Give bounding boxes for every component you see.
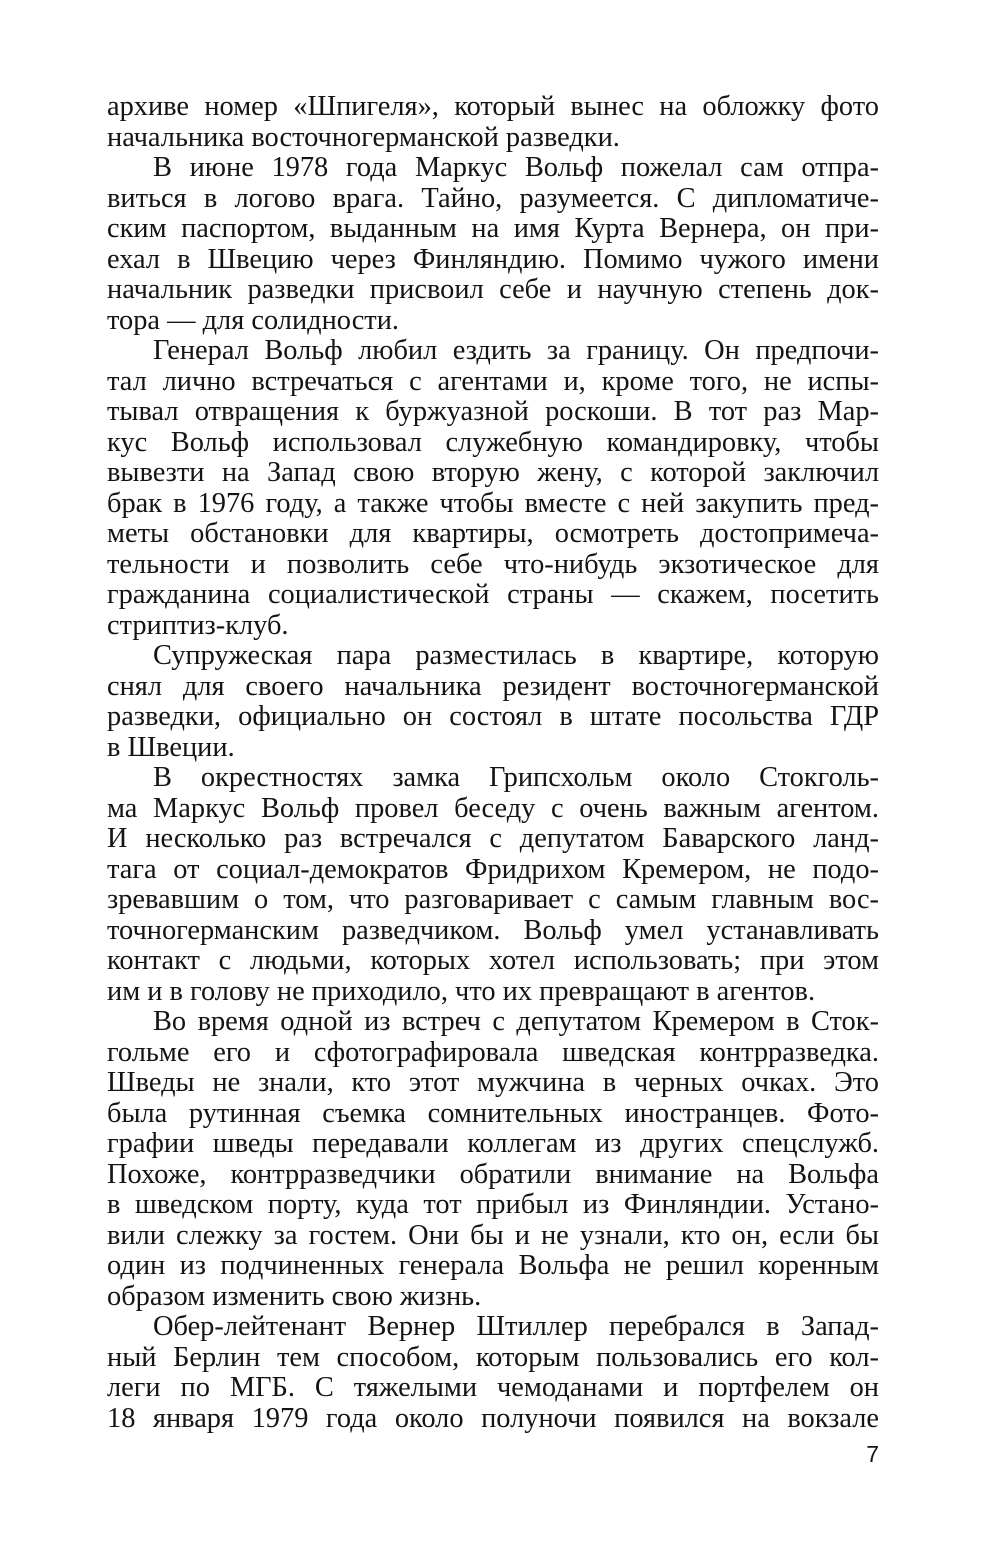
paragraph-first-line: Обер-лейтенант Вернер Штиллер перебрался в Запад-	[153, 1311, 879, 1342]
text-line: была рутинная съемка сомнительных иностранцев. Фото-	[107, 1097, 879, 1129]
text-line: снял для своего начальника резидент восточногерманской	[107, 670, 879, 702]
text-line: вили слежку за гостем. Они бы и не узнали, кто он, если бы	[107, 1219, 879, 1251]
text-line: тывал отвращения к буржуазной роскоши. В тот раз Мар-	[107, 396, 879, 427]
text-line: Шведы не знали, кто этот мужчина в черных очках. Это	[107, 1067, 879, 1098]
text-line: ма Маркус Вольф провел беседу с очень важным агентом.	[107, 792, 879, 824]
paragraph-first-line: Во время одной из встреч с депутатом Кремером в Сток-	[153, 1006, 879, 1037]
text-line: ехал в Швецию через Финляндию. Помимо чужого имени	[107, 243, 879, 275]
text-line: Похоже, контрразведчики обратили внимание на Вольфа	[107, 1158, 879, 1190]
text-line: виться в логово врага. Тайно, разумеется. С дипломатиче-	[107, 182, 879, 214]
text-line: гражданина социалистической страны — скажем, посетить	[107, 579, 879, 610]
text-line: тал лично встречаться с агентами и, кроме того, не испы-	[107, 365, 879, 397]
text-line: ским паспортом, выданным на имя Курта Вернера, он при-	[107, 213, 879, 244]
text-line: брак в 1976 году, а также чтобы вместе с ней закупить пред-	[107, 487, 879, 519]
text-line: тора — для солидности.	[107, 304, 400, 336]
text-line: стриптиз-клуб.	[107, 609, 289, 641]
paragraph-first-line: Генерал Вольф любил ездить за границу. Он предпочи-	[153, 335, 879, 366]
text-line: им и в голову не приходило, что их превращают в агентов.	[107, 975, 816, 1007]
body-text	[107, 92, 879, 1434]
text-line: в Швеции.	[107, 731, 235, 763]
text-line: тага от социал-демократов Фридрихом Кремером, не подо-	[107, 853, 879, 885]
text-line: гольме его и сфотографировала шведская контрразведка.	[107, 1036, 879, 1068]
text-line: точногерманским разведчиком. Вольф умел устанавливать	[107, 914, 879, 946]
paragraph-first-line: Супружеская пара разместилась в квартире, которую	[153, 640, 879, 671]
text-line: леги по МГБ. С тяжелыми чемоданами и портфелем он	[107, 1372, 879, 1403]
text-line: вывезти на Запад свою вторую жену, с которой заключил	[107, 457, 879, 488]
text-line: кус Вольф использовал служебную командировку, чтобы	[107, 426, 879, 458]
text-line: 18 января 1979 года около полуночи появился на вокзале	[107, 1402, 879, 1434]
text-line: контакт с людьми, которых хотел использовать; при этом	[107, 945, 879, 976]
paragraph-first-line: В июне 1978 года Маркус Вольф пожелал сам отпра-	[153, 152, 879, 183]
text-line: разведки, официально он состоял в штате посольства ГДР	[107, 701, 879, 732]
text-line: один из подчиненных генерала Вольфа не решил коренным	[107, 1250, 879, 1281]
paragraph-first-line: В окрестностях замка Грипсхольм около Стокголь-	[153, 762, 879, 793]
text-line: меты обстановки для квартиры, осмотреть достопримеча-	[107, 518, 879, 549]
text-line: ный Берлин тем способом, которым пользовались его кол-	[107, 1341, 879, 1373]
text-line: образом изменить свою жизнь.	[107, 1280, 482, 1312]
text-line: графии шведы передавали коллегам из других спецслужб.	[107, 1128, 879, 1159]
text-line: начальник разведки присвоил себе и научную степень док-	[107, 274, 879, 305]
text-line: в шведском порту, куда тот прибыл из Финляндии. Устано-	[107, 1189, 879, 1220]
page-number: 7	[866, 1441, 879, 1467]
text-line: И несколько раз встречался с депутатом Баварского ланд-	[107, 823, 879, 854]
text-line: тельности и позволить себе что-нибудь экзотическое для	[107, 548, 879, 580]
text-line: зревавшим о том, что разговаривает с самым главным вос-	[107, 884, 879, 915]
text-line: архиве номер «Шпигеля», который вынес на обложку фото	[107, 91, 879, 122]
text-line: начальника восточногерманской разведки.	[107, 121, 620, 153]
